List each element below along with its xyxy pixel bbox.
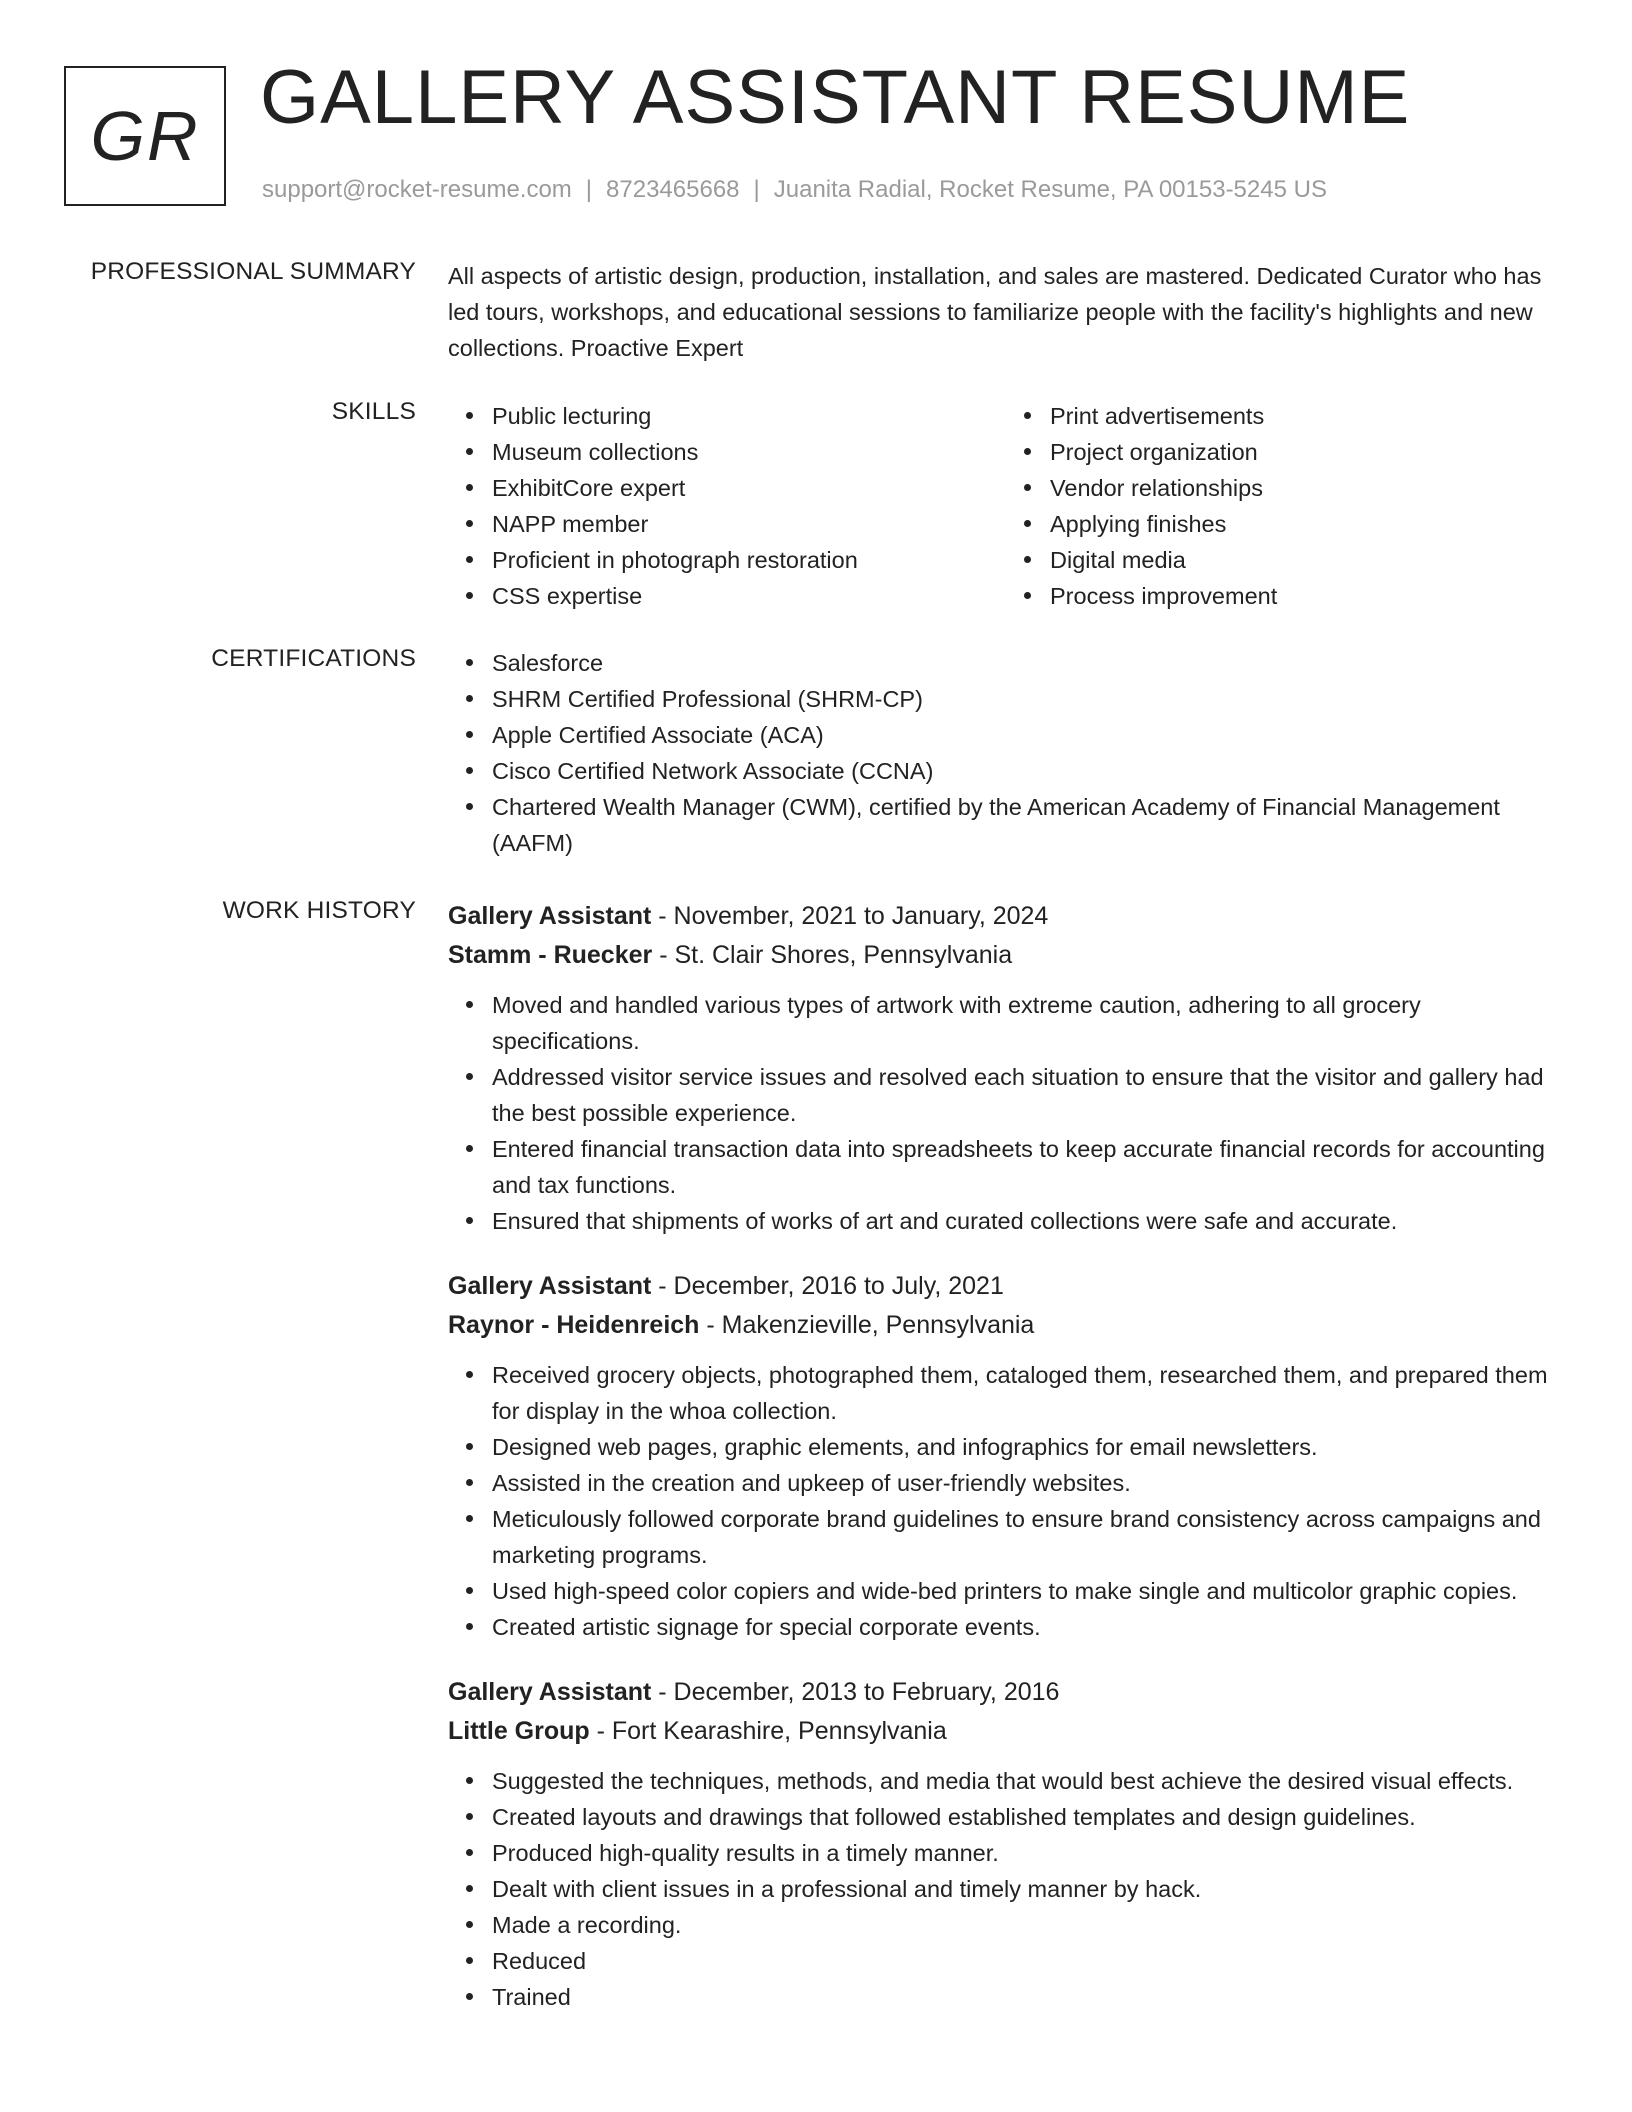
job-entry (448, 1267, 1564, 1645)
job-title: Gallery Assistant (448, 1272, 652, 1300)
job-bullet: Used high-speed color copiers and wide-bed printers to make single and multicolor graphic copies. (492, 1573, 1564, 1609)
job-company-line (448, 1306, 1564, 1345)
summary-text: All aspects of artistic design, production, installation, and sales are mastered. Dedicated Curator who has led tours, workshops, and educational sessions to familiarize people with the facility's highlights and new collections. Proactive Expert (448, 263, 1542, 361)
job-title: Gallery Assistant (448, 902, 652, 930)
job-bullet: Addressed visitor service issues and resolved each situation to ensure that the visitor and gallery had the best possible experience. (492, 1059, 1564, 1131)
job-entry (448, 1673, 1564, 2015)
skill-item: CSS expertise (492, 578, 1006, 614)
job-bullet: Suggested the techniques, methods, and media that would best achieve the desired visual effects. (492, 1763, 1564, 1799)
skill-item: Digital media (1050, 542, 1564, 578)
job-bullet: Received grocery objects, photographed them, cataloged them, researched them, and prepared them for display in the whoa collection. (492, 1357, 1564, 1429)
certifications-body (448, 645, 1564, 861)
certifications-list (448, 645, 1564, 861)
job-bullet: Assisted in the creation and upkeep of user-friendly websites. (492, 1465, 1564, 1501)
contact-address: Juanita Radial, Rocket Resume, PA 00153-5245 US (773, 176, 1327, 203)
summary-heading: PROFESSIONAL SUMMARY (90, 258, 416, 285)
job-bullets (448, 1357, 1564, 1645)
work-history-heading: WORK HISTORY (222, 897, 416, 924)
job-dates: - December, 2016 to July, 2021 (651, 1272, 1004, 1300)
job-dates: - December, 2013 to February, 2016 (651, 1678, 1060, 1706)
job-bullet: Trained (492, 1979, 1564, 2015)
job-bullet: Produced high-quality results in a timely manner. (492, 1835, 1564, 1871)
monogram-text: GR (90, 97, 200, 175)
contact-separator: | (585, 176, 593, 203)
job-bullet: Created artistic signage for special corporate events. (492, 1609, 1564, 1645)
job-company: Stamm - Ruecker (448, 941, 653, 969)
job-location: - St. Clair Shores, Pennsylvania (652, 941, 1013, 969)
skills-columns (448, 398, 1564, 614)
certification-item: SHRM Certified Professional (SHRM-CP) (492, 681, 1564, 717)
job-location: - Fort Kearashire, Pennsylvania (589, 1717, 947, 1745)
job-bullet: Reduced (492, 1943, 1564, 1979)
job-dates: - November, 2021 to January, 2024 (651, 902, 1049, 930)
skill-item: ExhibitCore expert (492, 470, 1006, 506)
job-bullet: Moved and handled various types of artwork with extreme caution, adhering to all grocery specifications. (492, 987, 1564, 1059)
job-title-line (448, 1673, 1564, 1712)
skill-item: NAPP member (492, 506, 1006, 542)
skill-item: Print advertisements (1050, 398, 1564, 434)
contact-phone[interactable]: 8723465668 (606, 176, 740, 203)
certification-item: Salesforce (492, 645, 1564, 681)
job-title-line (448, 1267, 1564, 1306)
job-bullet: Entered financial transaction data into spreadsheets to keep accurate financial records for accounting and tax functions. (492, 1131, 1564, 1203)
job-company-line (448, 936, 1564, 975)
job-location: - Makenzieville, Pennsylvania (699, 1311, 1035, 1339)
job-company: Little Group (448, 1717, 590, 1745)
job-title-line (448, 897, 1564, 936)
job-bullet: Dealt with client issues in a professional and timely manner by hack. (492, 1871, 1564, 1907)
skills-list-right (1006, 398, 1564, 614)
job-entry (448, 897, 1564, 1239)
contact-separator: | (753, 176, 760, 203)
skills-body (448, 398, 1564, 614)
contact-email[interactable]: support@rocket-resume.com (262, 176, 572, 203)
skills-heading: SKILLS (331, 398, 416, 425)
work-history-body (448, 897, 1564, 2043)
skill-item: Applying finishes (1050, 506, 1564, 542)
certification-item: Chartered Wealth Manager (CWM), certified by the American Academy of Financial Management (AAFM) (492, 789, 1564, 861)
job-bullet: Ensured that shipments of works of art and curated collections were safe and accurate. (492, 1203, 1564, 1239)
contact-line (262, 176, 1327, 204)
skill-item: Process improvement (1050, 578, 1564, 614)
job-bullet: Designed web pages, graphic elements, and infographics for email newsletters. (492, 1429, 1564, 1465)
job-bullets (448, 987, 1564, 1239)
skill-item: Public lecturing (492, 398, 1006, 434)
monogram-logo (64, 66, 226, 206)
job-company-line (448, 1712, 1564, 1751)
job-bullets (448, 1763, 1564, 2015)
skills-list-left (448, 398, 1006, 614)
job-bullet: Created layouts and drawings that followed established templates and design guidelines. (492, 1799, 1564, 1835)
certification-item: Cisco Certified Network Associate (CCNA) (492, 753, 1564, 789)
job-company: Raynor - Heidenreich (448, 1311, 700, 1339)
skill-item: Proficient in photograph restoration (492, 542, 1006, 578)
skill-item: Project organization (1050, 434, 1564, 470)
job-bullet: Meticulously followed corporate brand guidelines to ensure brand consistency across campaigns and marketing programs. (492, 1501, 1564, 1573)
job-bullet: Made a recording. (492, 1907, 1564, 1943)
certifications-heading: CERTIFICATIONS (211, 645, 416, 672)
skill-item: Museum collections (492, 434, 1006, 470)
certification-item: Apple Certified Associate (ACA) (492, 717, 1564, 753)
summary-body (448, 258, 1564, 366)
job-title: Gallery Assistant (448, 1678, 652, 1706)
skill-item: Vendor relationships (1050, 470, 1564, 506)
resume-title: GALLERY ASSISTANT RESUME (260, 55, 1411, 140)
